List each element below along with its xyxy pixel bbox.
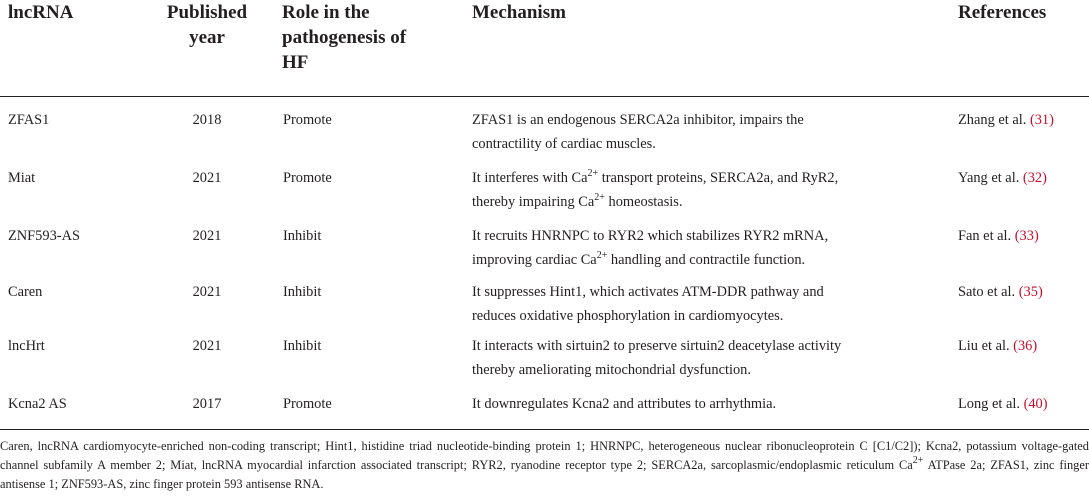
header-mechanism: Mechanism [472, 2, 566, 23]
citation-link[interactable]: (35) [1018, 284, 1043, 300]
cell-role: Promote [283, 112, 332, 128]
citation-link[interactable]: (40) [1023, 396, 1048, 412]
cell-role: Promote [283, 170, 332, 186]
reference-author: Liu et al. [958, 338, 1010, 354]
cell-lncrna: Miat [8, 170, 36, 186]
citation-link[interactable]: (36) [1013, 338, 1038, 354]
citation-link[interactable]: (33) [1014, 228, 1039, 244]
cell-lncrna: Caren [8, 284, 43, 300]
cell-mechanism: It interferes with $Ca^{2+}$ transport proteins, SERCA2a, and RyR2, thereby impairing $Ca^{2+}$ homeostasis. [472, 168, 839, 210]
citation-link[interactable]: (31) [1029, 112, 1054, 128]
cell-lncrna: ZNF593-AS [8, 228, 80, 244]
cell-mechanism: It interacts with sirtuin2 to preserve sirtuin2 deacetylase activity thereby ameliorating mitochondrial dysfunction. [472, 338, 842, 378]
cell-lncrna: lncHrt [8, 338, 45, 354]
header-lncrna: lncRNA [8, 2, 74, 23]
cell-mechanism: It downregulates Kcna2 and attributes to arrhythmia. [472, 396, 777, 412]
cell-reference [958, 224, 1088, 248]
cell-year: 2021 [192, 228, 222, 244]
header-published-year: Published year [166, 2, 248, 48]
table-bottom-rule [0, 429, 1089, 430]
cell-year: 2021 [192, 338, 222, 354]
reference-author: Yang et al. [958, 170, 1020, 186]
cell-role: Promote [283, 396, 332, 412]
cell-reference [958, 392, 1088, 416]
cell-year: 2017 [192, 396, 222, 412]
reference-author: Zhang et al. [958, 112, 1027, 128]
header-role: Role in the pathogenesis of HF [282, 2, 407, 73]
cell-reference [958, 334, 1088, 358]
cell-mechanism: It recruits HNRNPC to RYR2 which stabilizes RYR2 mRNA, improving cardiac $Ca^{2+}$ handling and contractile function. [472, 228, 829, 268]
table-footnote: Caren, lncRNA cardiomyocyte-enriched non-coding transcript; Hint1, histidine triad nucleotide-binding protein 1; HNRNPC, heterogeneous nuclear ribonucleoprotein C [C1/C2]); Kcna2, potassium voltage-gated channel subfamily A member 2; Miat, lncRNA myocardial infarction associated transcript; RYR2, ryanodine receptor type 2; SERCA2a, sarcoplasmic/endoplasmic reticulum $Ca^{2+}$ ATPase 2a; ZFAS1, zinc finger antisense 1; ZNF593-AS, zinc finger protein 593 antisense RNA. [0, 439, 1089, 491]
header-references: References [958, 2, 1047, 23]
cell-mechanism: It suppresses Hint1, which activates ATM-DDR pathway and reduces oxidative phosphorylation in cardiomyocytes. [472, 284, 824, 324]
cell-lncrna: ZFAS1 [8, 112, 50, 128]
table-header [0, 0, 1089, 97]
cell-role: Inhibit [283, 228, 322, 244]
cell-year: 2018 [192, 112, 222, 128]
reference-author: Long et al. [958, 396, 1020, 412]
cell-year: 2021 [192, 170, 222, 186]
cell-lncrna: Kcna2 AS [8, 396, 67, 412]
cell-reference [958, 280, 1088, 304]
cell-reference [958, 108, 1088, 132]
reference-author: Sato et al. [958, 284, 1016, 300]
cell-year: 2021 [192, 284, 222, 300]
citation-link[interactable]: (32) [1022, 170, 1047, 186]
cell-mechanism: ZFAS1 is an endogenous SERCA2a inhibitor, impairs the contractility of cardiac muscles. [472, 112, 804, 152]
cell-role: Inhibit [283, 284, 322, 300]
cell-reference [958, 166, 1088, 190]
reference-author: Fan et al. [958, 228, 1012, 244]
cell-role: Inhibit [283, 338, 322, 354]
